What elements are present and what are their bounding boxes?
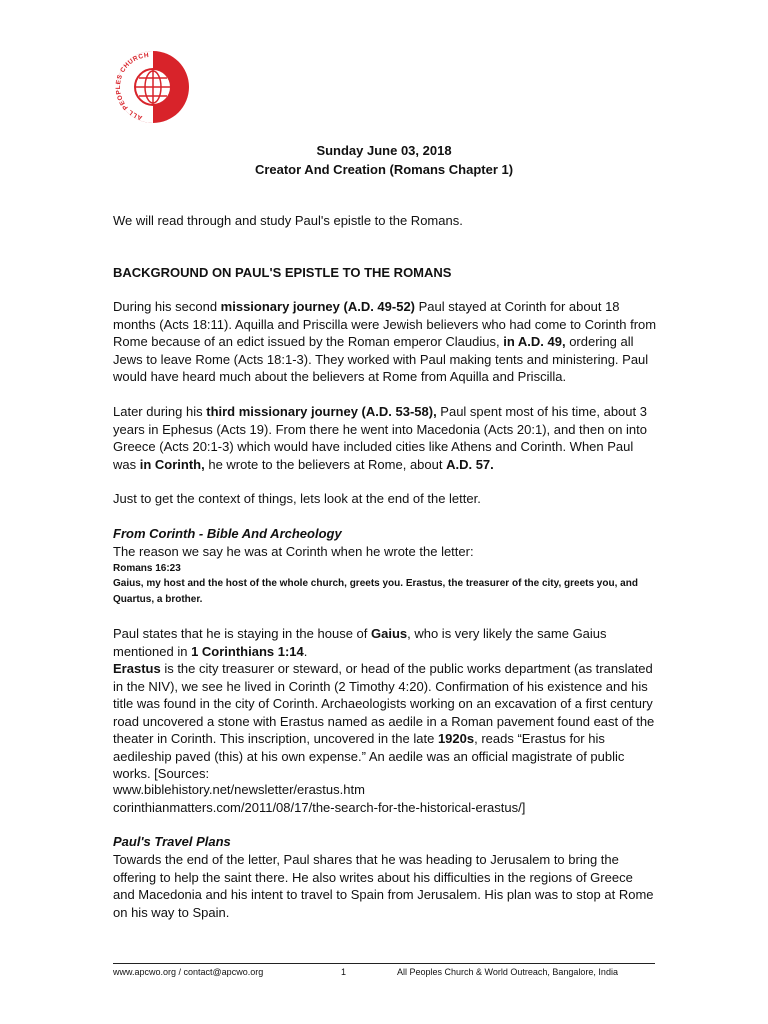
travel-paragraph: Towards the end of the letter, Paul shares that he was heading to Jerusalem to bring the offering to help the saint there. He also writes about his difficulties in the regions of Greece and Macedonia and his intent to travel to Spain from Jerusalem. His plan was to stop at Rome on his way to Spain. [113, 852, 654, 920]
footer-organization: All Peoples Church & World Outreach, Bangalore, India [397, 967, 618, 977]
footer-contact: www.apcwo.org / contact@apcwo.org [113, 967, 264, 977]
travel-section-heading: Paul's Travel Plans [113, 834, 231, 849]
corinth-section-heading: From Corinth - Bible And Archeology [113, 526, 342, 541]
verse-reference: Romans 16:23 [113, 563, 181, 574]
church-logo [110, 47, 190, 127]
footer-page-number: 1 [341, 967, 347, 977]
logo-text: ALL PEOPLES CHURCH [115, 51, 150, 121]
paragraph-second-journey: During his second missionary journey (A.D. 49-52) Paul stayed at Corinth for about 18 months (Acts 18:11). Aquilla and Priscilla were Jewish believers who had come to Corinth from Rome because of an edict issued by the Roman emperor Claudius, in A.D. 49, ordering all Jews to leave Rome (Acts 18:1-3). They worked with Paul making tents and ministering. Paul would have heard much about the believers at Rome from Aquilla and Priscilla. [113, 299, 657, 384]
corinth-lead: The reason we say he was at Corinth when he wrote the letter: [113, 544, 474, 559]
verse-text: Gaius, my host and the host of the whole church, greets you. Erastus, the treasurer of the city, greets you, and Quartus, a brother. [113, 578, 638, 605]
sermon-title: Creator And Creation (Romans Chapter 1) [254, 162, 514, 177]
sermon-date: Sunday June 03, 2018 [316, 143, 452, 158]
paragraph-third-journey: Later during his third missionary journey (A.D. 53-58), Paul spent most of his time, about 3 years in Ephesus (Acts 19). From there he went into Macedonia (Acts 20:1), and then on into Greece (Acts 20:1-3) which would have included cities like Athens and Corinth. When Paul was in Corinth, he wrote to the believers at Rome, about A.D. 57. [113, 404, 648, 472]
paragraph-erastus: Erastus is the city treasurer or steward, or head of the public works department (as translated in the NIV), we see he lived in Corinth (2 Timothy 4:20). Confirmation of his existence and his title was found in the city of Corinth. Archaeologists working on an excavation of a first century road uncovered a stone with Erastus named as aedile in a Roman pavement found east of the theater in Corinth. This inscription, uncovered in the late 1920s, reads “Erastus for his aedileship paved (this) at his own expense.” An aedile was an official magistrate of public works. [Sources: [113, 661, 655, 781]
footer-divider [113, 963, 655, 964]
paragraph-gaius: Paul states that he is staying in the house of Gaius, who is very likely the same Gaius mentioned in 1 Corinthians 1:14. [113, 626, 607, 659]
source-link-2[interactable]: corinthianmatters.com/2011/08/17/the-search-for-the-historical-erastus/] [113, 800, 526, 815]
context-paragraph: Just to get the context of things, lets look at the end of the letter. [113, 491, 481, 506]
source-link-1[interactable]: www.biblehistory.net/newsletter/erastus.htm [113, 782, 365, 797]
background-heading: BACKGROUND ON PAUL'S EPISTLE TO THE ROMANS [113, 265, 452, 280]
intro-paragraph: We will read through and study Paul's epistle to the Romans. [113, 213, 463, 228]
